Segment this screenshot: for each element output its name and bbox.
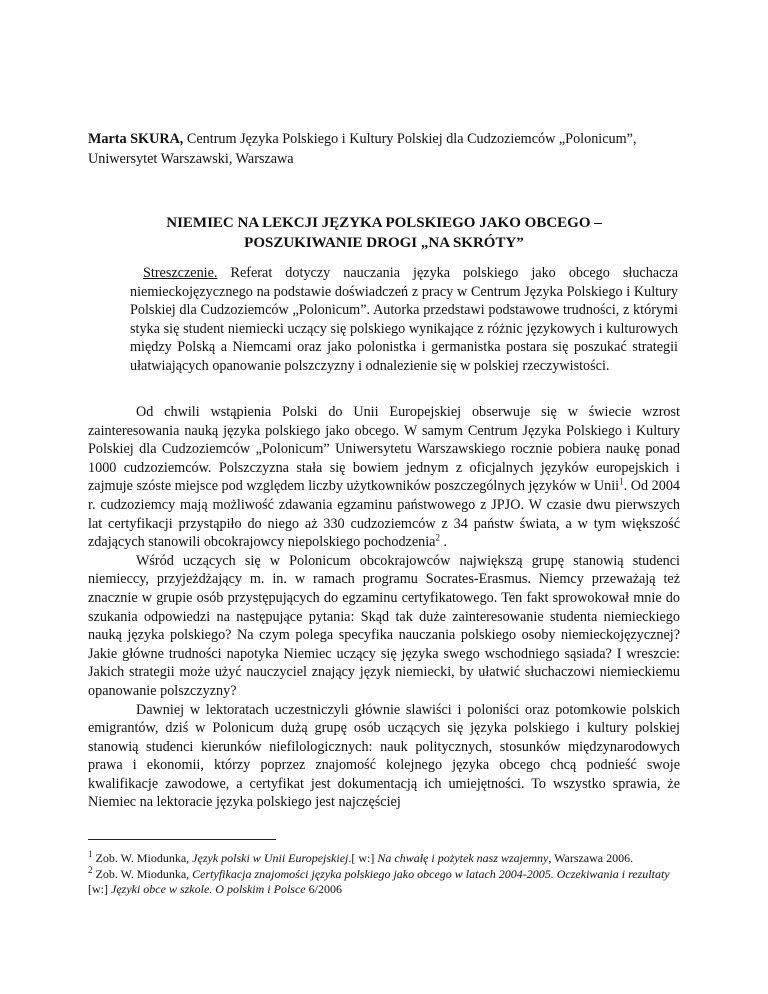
footnote-1-pre: Zob. W. Miodunka, [92,851,193,865]
author-line [88,130,688,169]
paragraph-3: Dawniej w lektoratach uczestniczyli głównie slawiści i poloniści oraz potomkowie polskich emigrantów, dziś w Polonicum dużą grupę osób uczących się języka polskiego i kultury polskiej stanowią studenci kierunków niefilologicznych: nauk politycznych, stosunków międzynarodowych prawa i ekonomii, którzy poprzez znajomość kolejnego języka obcego chcą podnieść swoje kwalifikacje zawodowe, a certyfikat jest dokumentacją ich umiejętności. To wszystko sprawia, że Niemiec na lektoracie języka polskiego jest najczęściej [88,701,680,811]
footnote-1-post: , Warszawa 2006. [548,851,634,865]
paragraph-1-part-a: Od chwili wstąpienia Polski do Unii Europejskiej obserwuje się w świecie wzrost zainteresowania nauką języka polskiego jako obcego. W samym Centrum Języka Polskiego i Kultury Polskiej dla Cudzoziemców „Polonicum” Uniwersytetu Warszawskiego rocznie pobiera naukę ponad 1000 cudzoziemców. Polszczyzna stała się bowiem jednym z oficjalnych języków europejskich i zajmuje szóste miejsce pod względem liczby użytkowników poszczególnych języków w Unii [88,404,680,495]
footnote-2-pre: Zob. W. Miodunka, [92,867,193,881]
footnote-1-mid: .[ w:] [348,851,378,865]
footnote-1-italic-2: Na chwałę i pożytek nasz wzajemny [377,851,549,865]
author-name: Marta SKURA, [88,131,184,147]
abstract [130,264,678,376]
title-line-2: POSZUKIWANIE DROGI „NA SKRÓTY” [244,234,524,251]
footnote-divider [88,839,276,840]
footnote-1-number: 1 [88,849,93,859]
footnote-2-mid: [w:] [88,882,111,896]
abstract-text: Referat dotyczy nauczania języka polskiego jako obcego słuchacza niemieckojęzycznego na podstawie doświadczeń z pracy w Centrum Języka Polskiego i Kultury Polskiej dla Cudzoziemców „Polonicum”. Autorka przedstawi podstawowe trudności, z którymi styka się student niemiecki uczący się polskiego wynikające z różnic językowych i kulturowych między Polską a Niemcami oraz jako polonistka i germanistka postara się poszukać strategii ułatwiających opanowanie polszczyzny i odnalezienie się w polskiej rzeczywistości. [130,265,678,374]
footnotes [88,851,688,898]
footnote-1-italic-1: Język polski w Unii Europejskiej [192,851,349,865]
paragraph-1-part-c: . [439,534,448,551]
abstract-label: Streszczenie. [143,265,218,281]
footnote-1 [88,851,688,866]
footnote-2-post: 6/2006 [305,882,342,896]
paragraph-1 [88,403,680,552]
author-affiliation: Centrum Języka Polskiego i Kultury Polskiej dla Cudzoziemców „Polonicum”, Uniwersytet Warszawski, Warszawa [88,131,637,167]
footnote-ref-1[interactable]: 1 [619,476,624,487]
footnote-2 [88,867,688,897]
footnote-2-italic-2: Języki obce w szkole. O polskim i Polsce [111,882,306,896]
paper-title [88,214,680,253]
body-text [88,403,680,812]
paragraph-2: Wśród uczących się w Polonicum obcokrajowców największą grupę stanowią studenci niemieccy, przyjeżdżający m. in. w ramach programu Socrates-Erasmus. Niemcy przeważają też znacznie w grupie osób przystępujących do egzaminu certyfikatowego. Ten fakt sprowokował mnie do szukania odpowiedzi na następujące pytania: Skąd tak duże zainteresowanie studenta niemieckiego nauką języka polskiego? Na czym polega specyfika nauczania polskiego osoby niemieckojęzycznej? Jakie główne trudności napotyka Niemiec uczący się języka swego wschodniego sąsiada? I wreszcie: Jakich strategii może użyć nauczyciel znający język niemiecki, by ułatwić słuchaczowi niemieckiemu opanowanie polszczyzny? [88,552,680,699]
paragraph-1-part-b: . Od 2004 r. cudzoziemcy mają możliwość zdawania egzaminu państwowego z JPJO. W czasie dwu pierwszych lat certyfikacji przystąpiło do niego aż 330 cudzoziemców z 34 państw świata, a w tym większość zdających stanowili obcokrajowcy niepolskiego pochodzenia [88,478,681,551]
footnote-2-italic-1: Certyfikacja znajomości języka polskiego jako obcego w latach 2004-2005. Oczekiwania i rezultaty [192,867,670,881]
title-line-1: NIEMIEC NA LEKCJI JĘZYKA POLSKIEGO JAKO OBCEGO – [166,215,602,231]
footnote-ref-2[interactable]: 2 [435,532,440,543]
footnote-2-number: 2 [88,865,93,875]
